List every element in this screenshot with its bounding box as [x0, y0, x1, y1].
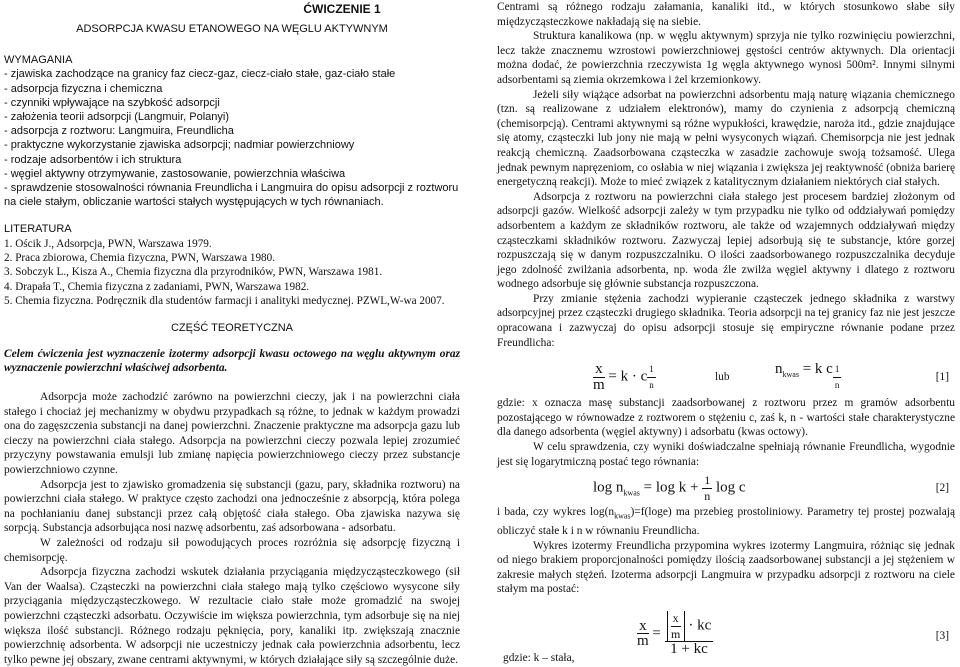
paragraph: [497, 505, 955, 538]
requirement-item: - rodzaje adsorbentów i ich struktura: [4, 153, 182, 166]
paragraph: Centrami są różnego rodzaju załamania, kanaliki itd., w których stosunkowo słabe siły międzycząsteczkowe nakładają się na siebie.: [497, 1, 955, 28]
eq2-frac-den: n: [704, 488, 711, 503]
eq1-rhs2: = k c: [802, 361, 833, 378]
literature-item: 2. Praca zbiorowa, Chemia fizyczna, PWN, Warszawa 1980.: [4, 252, 276, 265]
literature-item: 4. Drapała T., Chemia fizyczna z zadaniami, PWN, Warszawa 1982.: [4, 280, 310, 293]
paragraph: gdzie: x oznacza masę substancji zaadsorbowanej z roztworu przez m gramów adsorbentu pozostającego w równowadze z roztworem o stężeniu c, zaś k, n - wartości stałe charakterystyczne dla danego adsorbenta (węgiel aktywny) i adsorbatu (kwas octowy).: [497, 397, 955, 439]
eq1-exp2-den: n: [834, 379, 840, 390]
eq2-frac-num: 1: [704, 473, 711, 488]
requirement-item: - węgiel aktywny otrzymywanie, zastosowanie, powierzchnia właściwa: [4, 167, 346, 180]
eq3-label: [3]: [935, 630, 949, 643]
equation-3: $\frac{x}{m}$ = $\frac{x}{m}$ · kc 1 + kc gdzie: k – stała, [3]: [503, 611, 949, 665]
paragraph: Przy zmianie stężenia zachodzi wypieranie cząsteczek jednego składnika z warstwy adsorpcyjnej przez cząsteczki drugiego składnika. Teoria adsorpcji na tej granicy faz nie jest jeszcze opracowana i zazwyczaj do opisu adsorpcji stosuje się empiryczne równanie podane przez Freundlicha:: [497, 292, 955, 349]
requirement-item: - praktyczne wykorzystanie zjawiska adsorpcji; nadmiar powierzchniowy: [4, 139, 355, 152]
requirement-item: - założenia teorii adsorpcji (Langmuir, Polanyi): [4, 111, 229, 123]
exercise-goal: Celem ćwiczenia jest wyznaczenie izotermy adsorpcji kwasu octowego na węglu aktywnym oraz wyznaczenie powierzchni właściwej adsorbenta.: [4, 347, 460, 375]
eq1-denominator: m: [593, 376, 605, 393]
paragraph: Jeżeli siły wiążące adsorbat na powierzchni adsorbentu mają naturę wiązania chemicznego (tzn. są realizowane z udziałem elektronów), mamy do czynienia z adsorpcją chemiczną (chemisorpcją). Centrami aktywnymi są różne wypukłości, krawędzie, naroża itd., gdzie znajdujące się atomy, cząsteczki lub jony nie mają w pełni wysyconych wiązań. Chemisorpcja nie jest jednak reakcją chemiczną. Zaadsorbowana cząsteczka w zasadzie zachowuje swoją tożsamość. Ulega jednak pewnym napręzeniom, co osłabia w niej wiązania i zwiększa jej reaktywność (obniża barierę energetyczną reakcji). Może to mieć związek z katalitycznym działaniem niektórych ciał stałych.: [497, 88, 955, 189]
paragraph-part: i bada, czy wykres log(n: [497, 506, 615, 519]
eq1-rhs: = k · c: [608, 368, 648, 385]
requirement-item: - czynniki wpływające na szybkość adsorpcji: [4, 96, 220, 109]
requirement-item: - adsorpcja fizyczna i chemiczna: [4, 82, 163, 95]
eq1-exp2-num: 1: [833, 362, 842, 378]
eq3-where: gdzie: k – stała,: [503, 652, 575, 665]
paragraph: Wykres izotermy Freundlicha przypomina wykres izotermy Langmuira, różniąc się jednak od niego brakiem proporcjonalności pomiędzy ilością zaadsorbowanej substancji a jej stężeniem w zakresie małych stężeń. Izoterma adsorpcji Langmuira w przypadku adsorpcji z roztworu na ciele stałym ma postać:: [497, 539, 955, 596]
eq1-exp-num: 1: [647, 362, 656, 378]
paragraph: Adsorpcja jest to zjawisko gromadzenia się substancji (gazu, pary, składnika roztworu) na powierzchni ciała stałego. W praktyce często zachodzi ona jednocześnie z absorpcją, która polega na pochłanianiu danej substancji przez całą objętość ciała stałego. Oba zjawiska nazywa się sorpcją. Substancja adsorbująca nosi nazwę adsorbentu, zaś adsorbowana - adsorbatu.: [4, 478, 460, 535]
requirement-item: - zjawiska zachodzące na granicy faz ciecz-gaz, ciecz-ciało stałe, gaz-ciało stałe: [4, 68, 396, 81]
eq3-lhs-num: x: [637, 619, 649, 635]
paragraph: Adsorpcja może zachodzić zarówno na powierzchni cieczy, jak i na powierzchni ciała stałego i chociaż jej mechanizmy w obydwu przypadkach są różne, to jednak w każdym prowadzi ona do zagęszczenia substancji na danej powierzchni. Znaczenie praktyczne ma adsorpcja gazu lub cieczy na powierzchni ciała stałego. Adsorpcja na powierzchni cieczy pozwala lepiej zrozumieć przyczyny powstawania emulsji lub zmianę napięcia powierzchniowego cieczy przez substancje powierzchniowo czynne.: [4, 391, 460, 477]
equation-2: [497, 469, 955, 505]
equation-1: [497, 356, 955, 396]
eq1-n: n: [775, 361, 783, 378]
eq3-inner-den: m: [670, 626, 681, 641]
eq2-mid: = log k +: [643, 479, 699, 496]
eq1-or: lub: [715, 371, 730, 384]
exercise-subtitle: ADSORPCJA KWASU ETANOWEGO NA WĘGLU AKTYWNYM: [76, 22, 388, 35]
paragraph: Adsorpcja z roztworu na powierzchni ciała stałego jest procesem bardziej złożonym od adsorpcji gazów. Wielkość adsorpcji zależy w tym przypadku nie tylko od oddziaływań pomiędzy adsorbentem a każdym ze składników roztworu, ale także od wzajemnych oddziaływań między cząsteczkami składników roztworu. Zazwyczaj lepiej adsorbują się te substancje, które gorzej rozpuszczają się w danym rozpuszczalniku. O ilości zaadsorbowanego rozpuszczalnika decyduje jego zdolność zwilżania adsorbenta, np. woda źle zwilża węgiel aktywny i dlatego z roztworu wodnego adsorbuje się głównie substancja rozpuszczona.: [497, 190, 955, 291]
eq1-exp-den: n: [649, 379, 654, 390]
paragraph: Adsorpcja fizyczna zachodzi wskutek działania przyciągania międzycząsteczkowego (sił Van der Waalsa). Cząsteczki na powierzchni ciała stałego mają tylko częściowo wysycone siły przyciągania międzycząsteczkowego. W rezultacie ciało stałe może gromadzić na swojej powierzchni cząsteczki adsorbatu. Oczywiście im większa powierzchnia, tym adsorbuje się na niej większa ilość substancji. Różnego rodzaju pęknięcia, pory, kanaliki itp. zwiększają znacznie powierzchnię adsorbenta. W adsorpcji nie uczestniczy jednak cała powierzchnia adsorbentu, lecz tylko pewne jej obszary, zwane centrami aktywnymi, w których działające siły są szczególnie duże.: [4, 566, 460, 666]
literature-item: 5. Chemia fizyczna. Podręcznik dla studentów farmacji i analityki medycznej. PZWL,W-wa 2007.: [4, 295, 445, 308]
exercise-title: ĆWICZENIE 1: [303, 2, 381, 16]
eq3-inner-num: x: [672, 611, 679, 626]
requirement-item: - adsorpcja z roztworu: Langmuira, Freundlicha: [4, 125, 234, 138]
requirement-item: - sprawdzenie stosowalności równania Freundlicha i Langmuira do opisu adsorpcji z roztworu na ciele stałym, obliczanie wartości stałych występujących w tych równaniach.: [4, 182, 459, 209]
paragraph: W celu sprawdzenia, czy wyniki doświadczalne spełniają równanie Freundlicha, wygodnie jest się logarytmiczną postać tego równania:: [497, 441, 955, 468]
paragraph-part: )=f(loge) ma przebieg prostoliniowy. Parametry tej prostej pozwalają obliczyć stałe k i n w równaniu Freundlicha.: [497, 506, 955, 538]
literature-item: 1. Ościk J., Adsorpcja, PWN, Warszawa 1979.: [4, 237, 212, 250]
eq2-sub-kwas: kwas: [623, 488, 640, 498]
literature-item: 3. Sobczyk L., Kisza A., Chemia fizyczna dla przyrodników, PWN, Warszawa 1981.: [4, 266, 383, 279]
eq1-sub-kwas: kwas: [782, 370, 799, 380]
paragraph: Struktura kanalikowa (np. w węglu aktywnym) sprzyja nie tylko rozwinięciu powierzchni, lecz także znacznemu wzrostowi powierzchniowej gęstości centrów aktywnych. Dla orientacji można dodać, że powierzchnia rzeczywista 1g węgla aktywnego wynosi 500m². Innymi silnymi adsorbentami są ziemia okrzemkowa i żel krzemionkowy.: [497, 30, 955, 86]
theory-heading: CZĘŚĆ TEORETYCZNA: [170, 321, 294, 334]
eq3-den: 1 + kc: [670, 641, 708, 658]
eq2-lhs: log n: [593, 479, 624, 496]
sub-kwas: kwas: [614, 511, 631, 521]
eq1-label: [1]: [935, 371, 949, 384]
literature-heading: LITERATURA: [4, 223, 72, 236]
literature-list: [4, 237, 460, 309]
right-column: [497, 0, 955, 667]
paragraph: W zależności od rodzaju sił powodujących proces rozróżnia się adsorpcję fizyczną i chemisorpcję.: [4, 536, 460, 564]
eq3-kc: kc: [697, 617, 712, 634]
eq1-numerator: x: [593, 362, 605, 378]
requirements-list: [4, 67, 460, 209]
left-column: [4, 0, 460, 667]
eq3-lhs-den: m: [637, 633, 649, 650]
eq2-label: [2]: [935, 482, 949, 495]
eq2-rhs: log c: [715, 479, 746, 496]
requirements-heading: WYMAGANIA: [4, 54, 73, 67]
